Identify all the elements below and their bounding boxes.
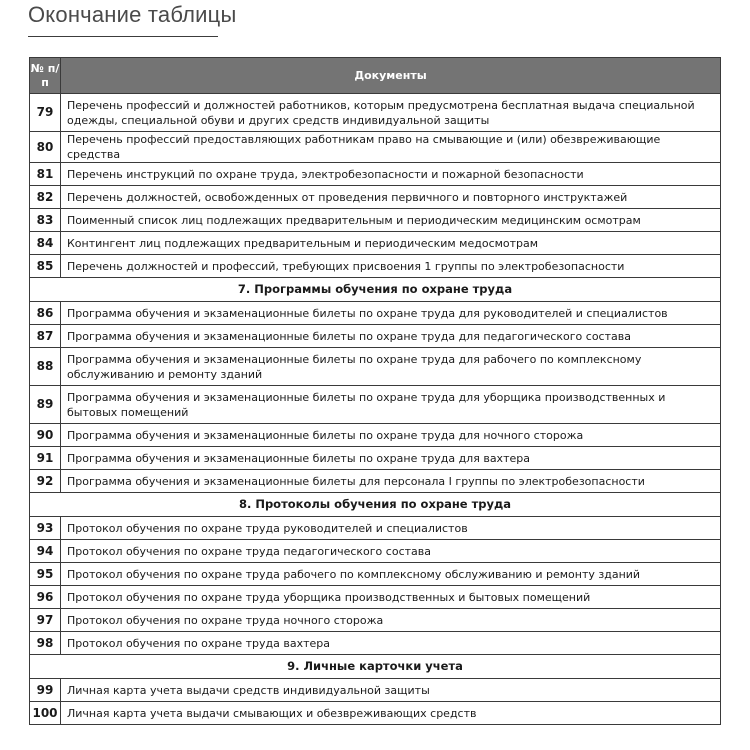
row-number: 97 [30, 609, 61, 632]
table-row [30, 348, 721, 386]
table-row [30, 586, 721, 609]
table-row [30, 563, 721, 586]
row-number: 84 [30, 232, 61, 255]
row-number: 92 [30, 470, 61, 493]
table-row [30, 186, 721, 209]
row-number: 86 [30, 302, 61, 325]
section-row [30, 655, 721, 679]
table-row [30, 470, 721, 493]
table-header-row [30, 58, 721, 94]
document-name: Перечень инструкций по охране труда, электробезопасности и пожарной безопасности [61, 163, 721, 186]
table-row [30, 517, 721, 540]
table-row [30, 702, 721, 725]
table-row [30, 94, 721, 132]
table-row [30, 255, 721, 278]
document-name: Перечень профессий и должностей работников, которым предусмотрена бесплатная выдача специальной одежды, специальной обуви и других средств индивидуальной защиты [61, 94, 721, 132]
row-number: 80 [30, 132, 61, 163]
row-number: 87 [30, 325, 61, 348]
section-title: 9. Личные карточки учета [30, 655, 721, 679]
section-title: 8. Протоколы обучения по охране труда [30, 493, 721, 517]
document-name: Личная карта учета выдачи смывающих и обезвреживающих средств [61, 702, 721, 725]
row-number: 96 [30, 586, 61, 609]
table-row [30, 132, 721, 163]
row-number: 94 [30, 540, 61, 563]
row-number: 91 [30, 447, 61, 470]
table-row [30, 209, 721, 232]
document-name: Протокол обучения по охране труда вахтера [61, 632, 721, 655]
documents-table [29, 57, 721, 725]
document-name: Программа обучения и экзаменационные билеты по охране труда для ночного сторожа [61, 424, 721, 447]
page-heading: Окончание таблицы [28, 2, 237, 27]
row-number: 100 [30, 702, 61, 725]
table-row [30, 302, 721, 325]
table-row [30, 386, 721, 424]
row-number: 93 [30, 517, 61, 540]
document-name: Перечень профессий предоставляющих работникам право на смывающие и (или) обезвреживающие средства [61, 132, 721, 163]
document-name: Протокол обучения по охране труда ночного сторожа [61, 609, 721, 632]
row-number: 99 [30, 679, 61, 702]
table-row [30, 540, 721, 563]
document-name: Программа обучения и экзаменационные билеты по охране труда для педагогического состава [61, 325, 721, 348]
table-row [30, 424, 721, 447]
document-name: Программа обучения и экзаменационные билеты по охране труда для вахтера [61, 447, 721, 470]
document-name: Программа обучения и экзаменационные билеты по охране труда для рабочего по комплексному обслуживанию и ремонту зданий [61, 348, 721, 386]
table-row [30, 232, 721, 255]
document-name: Перечень должностей, освобожденных от проведения первичного и повторного инструктажей [61, 186, 721, 209]
row-number: 90 [30, 424, 61, 447]
table-row [30, 163, 721, 186]
document-name: Личная карта учета выдачи средств индивидуальной защиты [61, 679, 721, 702]
document-name: Протокол обучения по охране труда рабочего по комплексному обслуживанию и ремонту зданий [61, 563, 721, 586]
row-number: 79 [30, 94, 61, 132]
table-body [30, 94, 721, 725]
column-header-number: № п/п [30, 58, 61, 94]
document-name: Протокол обучения по охране труда педагогического состава [61, 540, 721, 563]
column-header-documents: Документы [61, 58, 721, 94]
section-row [30, 493, 721, 517]
row-number: 89 [30, 386, 61, 424]
row-number: 95 [30, 563, 61, 586]
document-name: Контингент лиц подлежащих предварительным и периодическим медосмотрам [61, 232, 721, 255]
table-row [30, 679, 721, 702]
document-name: Программа обучения и экзаменационные билеты по охране труда для руководителей и специалистов [61, 302, 721, 325]
row-number: 82 [30, 186, 61, 209]
section-row [30, 278, 721, 302]
row-number: 81 [30, 163, 61, 186]
row-number: 85 [30, 255, 61, 278]
document-name: Программа обучения и экзаменационные билеты по охране труда для уборщика производственных и бытовых помещений [61, 386, 721, 424]
document-name: Поименный список лиц подлежащих предварительным и периодическим медицинским осмотрам [61, 209, 721, 232]
document-name: Протокол обучения по охране труда руководителей и специалистов [61, 517, 721, 540]
table-row [30, 632, 721, 655]
document-name: Перечень должностей и профессий, требующих присвоения 1 группы по электробезопасности [61, 255, 721, 278]
heading-underline [28, 36, 218, 37]
row-number: 98 [30, 632, 61, 655]
table-row [30, 447, 721, 470]
section-title: 7. Программы обучения по охране труда [30, 278, 721, 302]
table-row [30, 325, 721, 348]
row-number: 88 [30, 348, 61, 386]
document-name: Протокол обучения по охране труда уборщика производственных и бытовых помещений [61, 586, 721, 609]
document-name: Программа обучения и экзаменационные билеты для персонала I группы по электробезопасности [61, 470, 721, 493]
table-row [30, 609, 721, 632]
row-number: 83 [30, 209, 61, 232]
